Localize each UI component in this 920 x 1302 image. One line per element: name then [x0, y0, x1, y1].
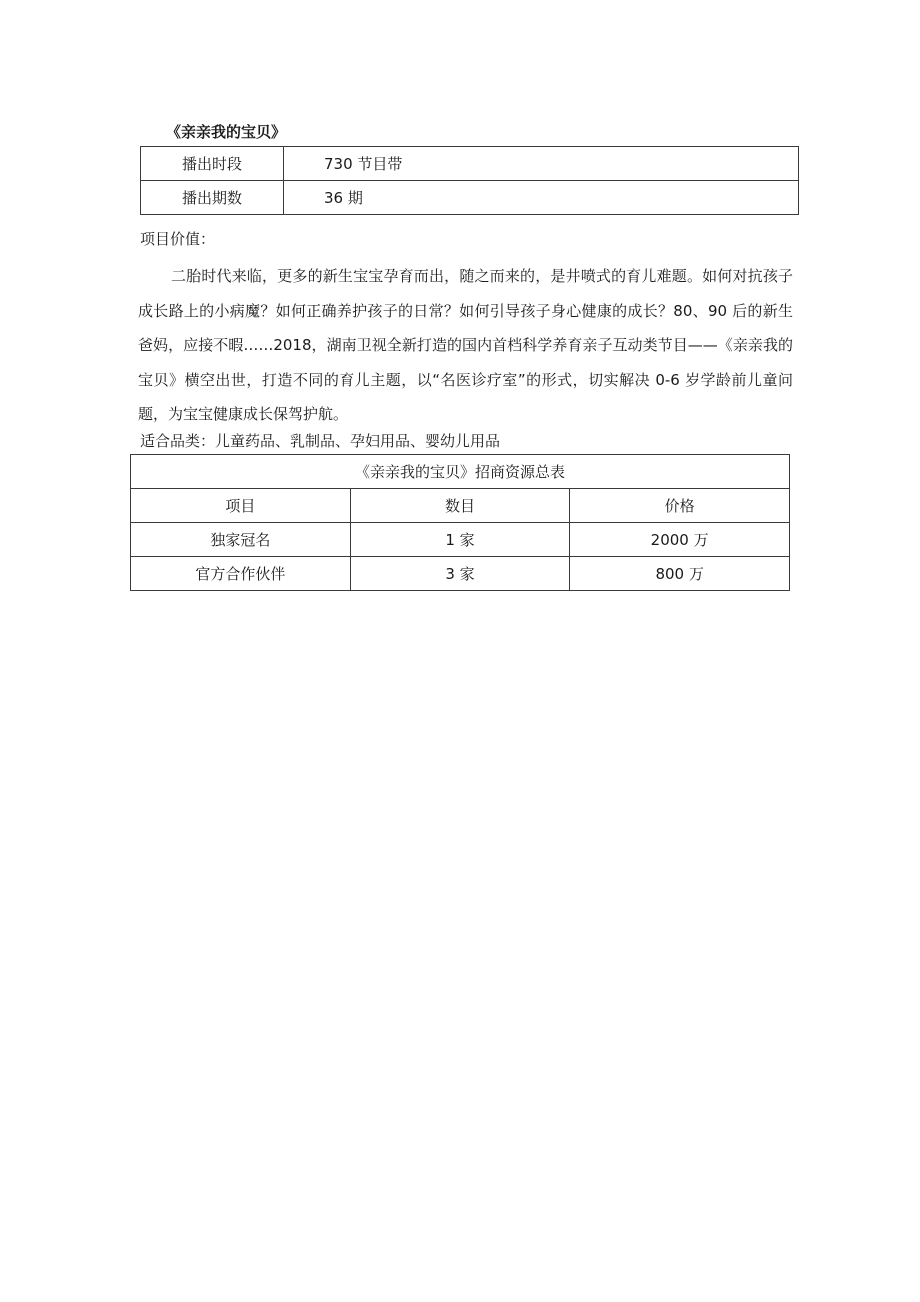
- table-cell: 官方合作伙伴: [131, 557, 351, 591]
- table-cell: 3 家: [350, 557, 570, 591]
- table-cell-value: 730 节目带: [284, 147, 799, 181]
- table-caption: 《亲亲我的宝贝》招商资源总表: [131, 455, 790, 489]
- table-caption-row: [131, 455, 790, 489]
- table-cell-key: 播出时段: [141, 147, 284, 181]
- table-row: [141, 147, 799, 181]
- broadcast-info-table: [140, 146, 799, 215]
- sponsorship-price-table: [130, 454, 790, 591]
- table-cell: 800 万: [570, 557, 790, 591]
- table-row: [131, 523, 790, 557]
- column-header: 数目: [350, 489, 570, 523]
- document-title: 《亲亲我的宝贝》: [166, 123, 287, 141]
- table-cell: 2000 万: [570, 523, 790, 557]
- table-cell-key: 播出期数: [141, 181, 284, 215]
- table-header-row: [131, 489, 790, 523]
- table-row: [131, 557, 790, 591]
- column-header: 价格: [570, 489, 790, 523]
- suitable-categories: 适合品类：儿童药品、乳制品、孕妇用品、婴幼儿用品: [140, 432, 501, 450]
- column-header: 项目: [131, 489, 351, 523]
- table-cell-value: 36 期: [284, 181, 799, 215]
- table-row: [141, 181, 799, 215]
- table-cell: 1 家: [350, 523, 570, 557]
- project-description: 二胎时代来临，更多的新生宝宝孕育而出，随之而来的，是井喷式的育儿难题。如何对抗孩子成长路上的小病魔？如何正确养护孩子的日常？如何引导孩子身心健康的成长？80、90 后的新生爸妈，应接不暇……2018，湖南卫视全新打造的国内首档科学养育亲子互动类节目——《亲亲我的宝贝》横空出世，打造不同的育儿主题，以“名医诊疗室”的形式，切实解决 0-6 岁学龄前儿童问题，为宝宝健康成长保驾护航。: [138, 267, 793, 423]
- table-cell: 独家冠名: [131, 523, 351, 557]
- project-value-label: 项目价值：: [140, 230, 216, 248]
